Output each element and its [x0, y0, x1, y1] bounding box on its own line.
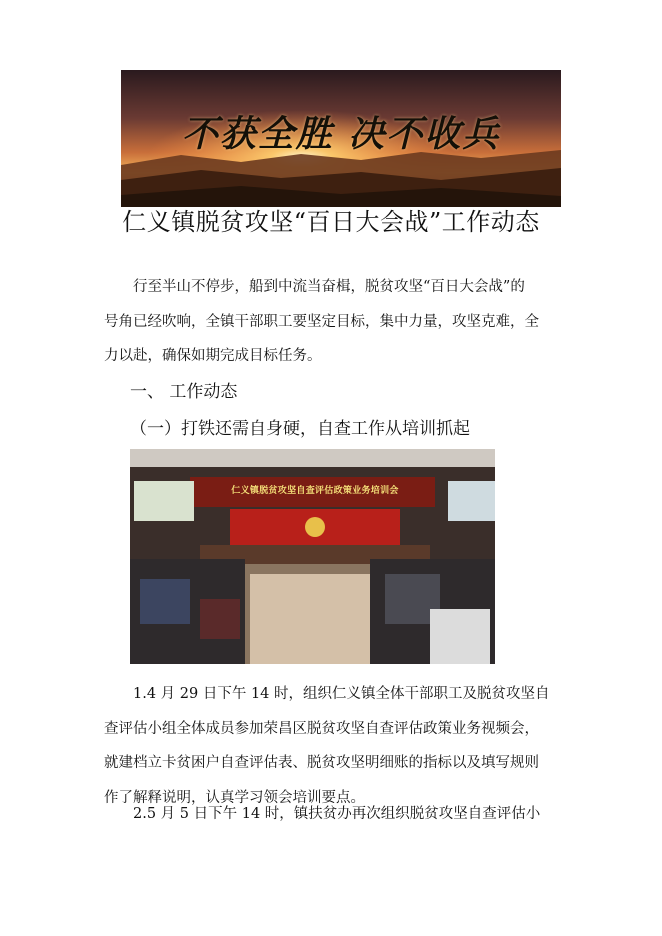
subsection-heading: （一）打铁还需自身硬，自查工作从培训抓起	[130, 419, 470, 439]
item2-line: 2.5 月 5 日下午 14 时，镇扶贫办再次组织脱贫攻坚自查评估小	[133, 806, 541, 822]
section-heading: 一、 工作动态	[130, 382, 238, 402]
item2-paragraph	[104, 797, 564, 832]
training-meeting-graphic	[130, 449, 495, 664]
item1-line: 就建档立卡贫困户自查评估表、脱贫攻坚明细账的指标以及填写规则	[104, 755, 539, 771]
item1-line: 查评估小组全体成员参加荣昌区脱贫攻坚自查评估政策业务视频会，	[104, 720, 539, 737]
intro-paragraph	[104, 270, 564, 374]
item1-line: 作了解释说明，认真学习领会培训要点。	[104, 789, 365, 806]
header-banner-image	[121, 70, 561, 207]
page-title: 仁义镇脱贫攻坚“百日大会战”工作动态	[122, 208, 540, 236]
intro-line: 力以赴，确保如期完成目标任务。	[104, 348, 322, 364]
photo-banner-text: 仁义镇脱贫攻坚自查评估政策业务培训会	[231, 486, 399, 496]
item1-line: 1.4 月 29 日下午 14 时，组织仁义镇全体干部职工及脱贫攻坚自	[133, 686, 550, 702]
banner-slogan: 不获全胜 决不收兵	[181, 113, 501, 155]
intro-line: 行至半山不停步，船到中流当奋楫，脱贫攻坚“百日大会战”的	[133, 279, 525, 295]
item1-paragraph	[104, 677, 564, 815]
meeting-photo	[130, 449, 495, 664]
intro-line: 号角已经吹响，全镇干部职工要坚定目标，集中力量，攻坚克难，全	[104, 313, 539, 330]
